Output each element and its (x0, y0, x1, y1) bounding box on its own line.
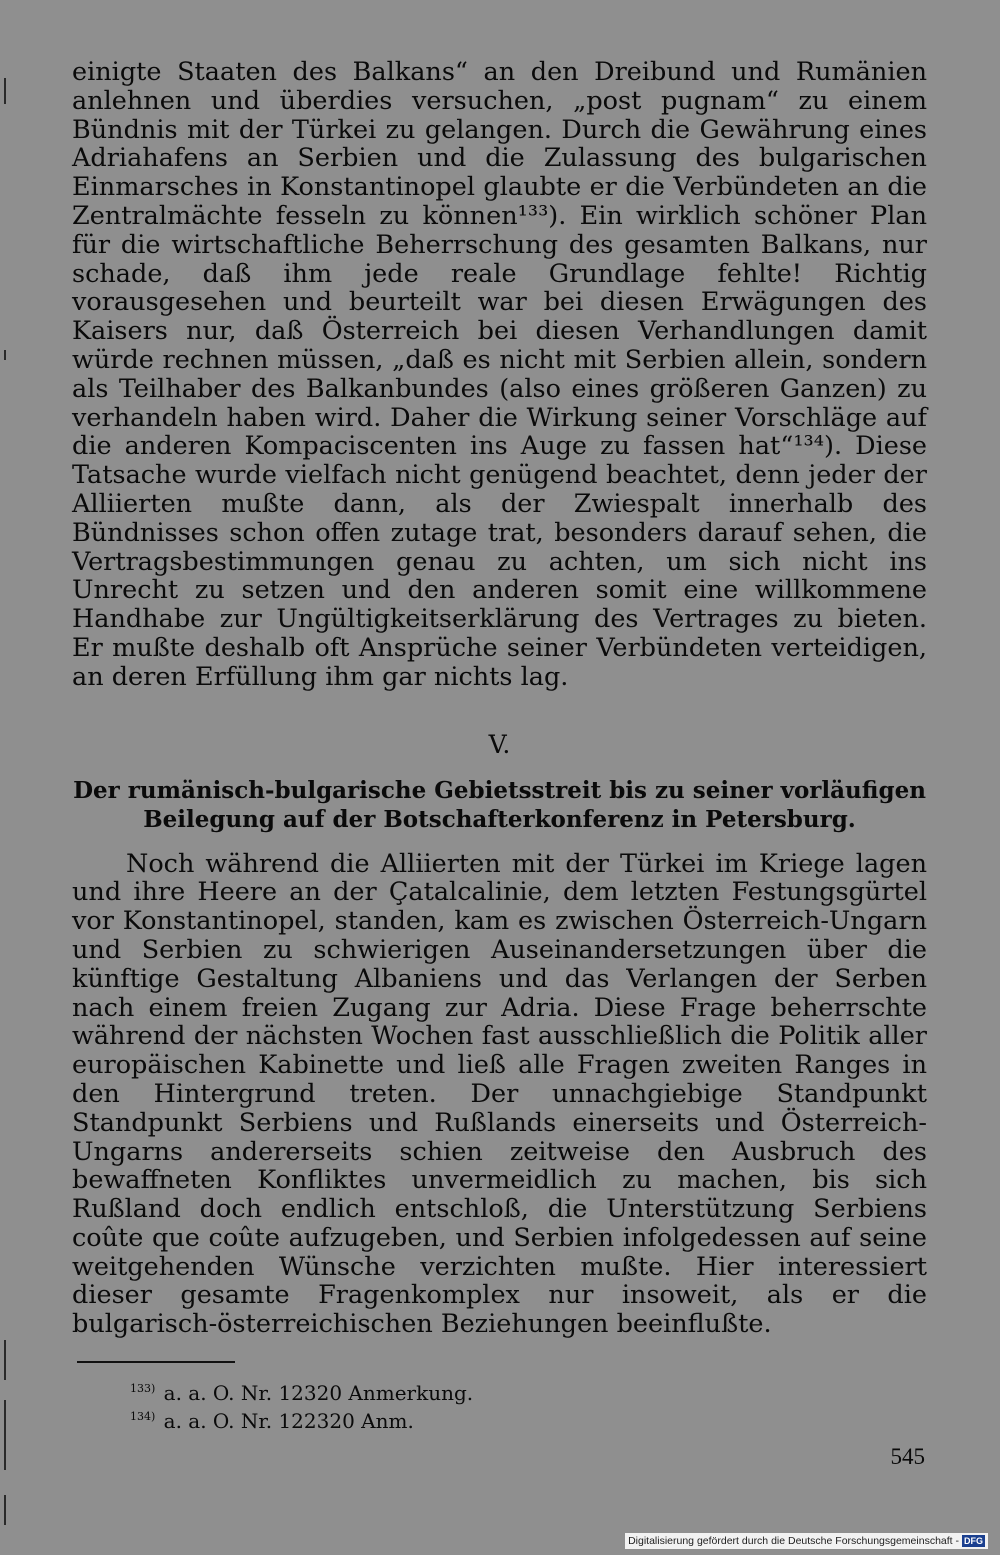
section-number: V. (488, 729, 511, 759)
text-column (72, 58, 927, 1433)
edge-mark (4, 1495, 6, 1525)
page-number: 545 (890, 1444, 925, 1469)
body-paragraph-2: Noch während die Alliierten mit der Türkei im Kriege lagen und ihre Heere an der Çatalcalinie, dem letzten Festungsgürtel vor Konstantinopel, standen, kam es zwischen Österreich-Ungarn und Serbien zu schwierigen Auseinandersetzungen über die künftige Gestaltung Albaniens und das Verlangen der Serben nach einem freien Zugang zur Adria. Diese Frage beherrschte während der nächsten Wochen fast ausschließlich die Politik aller europäischen Kabinette und ließ alle Fragen zweiten Ranges in den Hintergrund treten. Der unnachgiebige Standpunkt Standpunkt Serbiens und Rußlands einerseits und Österreich-Ungarns andererseits schien zeitweise den Ausbruch des bewaffneten Konfliktes unvermeidlich zu machen, bis sich Rußland doch endlich entschloß, die Unterstützung Serbiens coûte que coûte aufzugeben, und Serbien infolgedessen auf seine weitgehenden Wünsche verzichten mußte. Hier interessiert dieser gesamte Fragenkomplex nur insoweit, als er die bulgarisch-österreichischen Beziehungen beeinflußte. (72, 848, 927, 1340)
footnote-mark: 133) (130, 1382, 156, 1396)
body-paragraph-1: einigte Staaten des Balkans“ an den Dreibund und Rumänien anlehnen und überdies versuchen, „post pugnam“ zu einem Bündnis mit der Türkei zu gelangen. Durch die Gewährung eines Adriahafens an Serbien und die Zulassung des bulgarischen Einmarsches in Konstantinopel glaubte er die Verbündeten an die Zentralmächte fesseln zu können¹³³). Ein wirklich schöner Plan für die wirtschaftliche Beherrschung des gesamten Balkans, nur schade, daß ihm jede reale Grundlage fehlte! Richtig vorausgesehen und beurteilt war bei diesen Erwägungen des Kaisers nur, daß Österreich bei diesen Verhandlungen damit würde rechnen müssen, „daß es nicht mit Serbien allein, sondern als Teilhaber des Balkanbundes (also eines größeren Ganzen) zu verhandeln haben wird. Daher die Wirkung seiner Vorschläge auf die anderen Kompaciscenten ins Auge zu fassen hat“¹³⁴). Diese Tatsache wurde vielfach nicht genügend beachtet, denn jeder der Alliierten mußte dann, als der Zwiespalt innerhalb des Bündnisses schon offen zutage trat, besonders darauf sehen, die Vertragsbestimmungen genau zu achten, um sich nicht ins Unrecht zu setzen und den anderen somit eine willkommene Handhabe zur Ungültigkeitserklärung des Vertrages zu bieten. Er mußte deshalb oft Ansprüche seiner Verbündeten verteidigen, an deren Erfüllung ihm gar nichts lag. (72, 57, 927, 692)
footnote-rule (77, 1361, 235, 1363)
footnote-mark: 134) (130, 1410, 156, 1424)
footnote-134 (130, 1405, 927, 1433)
footnote-text: a. a. O. Nr. 12320 Anmerkung. (163, 1381, 474, 1406)
section-heading: Der rumänisch-bulgarische Gebietsstreit bis zu seiner vorläufigen Beilegung auf der Botschafterkonferenz in Petersburg. (73, 776, 926, 833)
edge-mark (4, 1400, 6, 1470)
credit-text: Digitalisierung gefördert durch die Deutsche Forschungsgemeinschaft - (628, 1535, 959, 1547)
edge-mark (4, 78, 6, 104)
edge-mark (4, 350, 6, 360)
footnote-text: a. a. O. Nr. 122320 Anm. (163, 1409, 414, 1434)
digitization-credit (625, 1533, 988, 1549)
footnote-133 (130, 1377, 927, 1405)
dfg-logo-icon: DFG (964, 1536, 983, 1546)
edge-mark (4, 1340, 6, 1380)
scan-left-edge (0, 0, 14, 1555)
